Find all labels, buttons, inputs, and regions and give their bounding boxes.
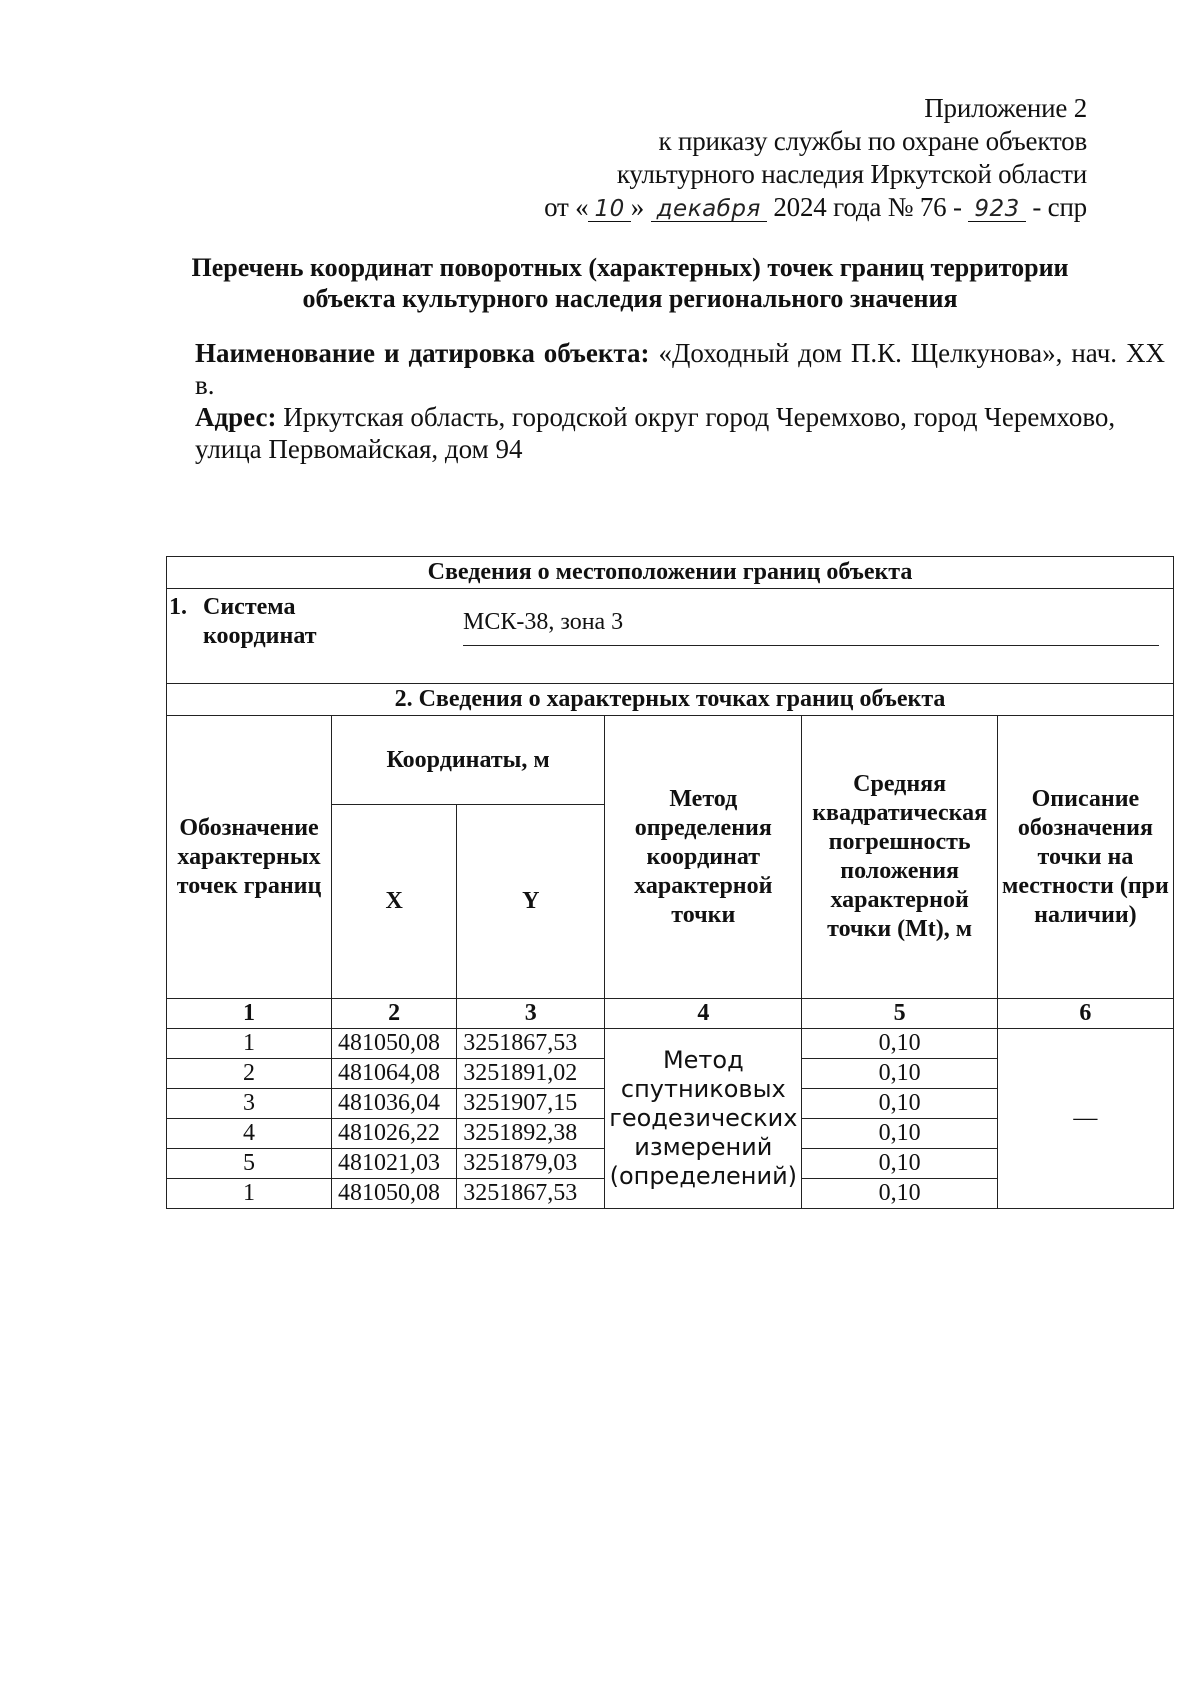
col-number-2: 2 [332,999,457,1029]
object-address-value: Иркутская область, городской округ город Черемхово, город Черемхово, улица Первомайская, дом 94 [195,402,1116,464]
date-year: 2024 года № 76 - [773,192,962,222]
date-day: 10 [588,197,630,222]
coord-y: 3251867,53 [457,1029,605,1059]
mt-value: 0,10 [802,1149,997,1179]
system-value: МСК-38, зона 3 [463,609,624,635]
coord-x: 481050,08 [332,1179,457,1209]
coordinate-system-row [167,589,1174,684]
coordinates-table [166,556,1174,1209]
order-number: 923 [968,197,1025,222]
date-prefix: от « [544,192,589,222]
system-label-1: Система [203,594,296,620]
order-date-line [544,191,1087,224]
date-quote: » [630,192,645,222]
coord-x: 481036,04 [332,1089,457,1119]
order-suffix: - спр [1032,192,1087,222]
coord-y: 3251879,03 [457,1149,605,1179]
description-cell: — [997,1029,1173,1209]
document-header [544,92,1087,224]
object-address-label: Адрес: [195,402,277,432]
point-number: 2 [167,1059,332,1089]
coord-x: 481064,08 [332,1059,457,1089]
col-coords-header: Координаты, м [332,716,605,805]
order-reference-line: к приказу службы по охране объектов [658,126,1087,156]
mt-value: 0,10 [802,1119,997,1149]
point-number: 1 [167,1029,332,1059]
object-info [195,337,1165,465]
point-number: 4 [167,1119,332,1149]
date-month: декабря [651,197,767,222]
coord-x: 481050,08 [332,1029,457,1059]
title-line-2: объекта культурного наследия регионального значения [302,284,958,313]
col-number-1: 1 [167,999,332,1029]
point-number: 5 [167,1149,332,1179]
coord-y: 3251907,15 [457,1089,605,1119]
table-title: Сведения о местоположении границ объекта [167,557,1174,589]
mt-value: 0,10 [802,1059,997,1089]
system-label-2: координат [203,623,317,649]
col-method-header: Метод определения координат характерной точки [605,716,802,999]
coord-x: 481021,03 [332,1149,457,1179]
col-number-6: 6 [997,999,1173,1029]
coord-y: 3251891,02 [457,1059,605,1089]
system-number: 1. [169,594,187,620]
section-2-title: 2. Сведения о характерных точках границ объекта [167,684,1174,716]
col-x-header: X [332,805,457,999]
document-title [120,252,1140,314]
mt-value: 0,10 [802,1179,997,1209]
appendix-label: Приложение 2 [924,93,1087,123]
coord-x: 481026,22 [332,1119,457,1149]
mt-value: 0,10 [802,1089,997,1119]
object-name-value: «Доходный дом П.К. Щелкунова», нач. XX в. [195,338,1166,400]
method-cell: Метод спутниковых геодезических измерений (определений) [605,1029,802,1209]
col-error-header: Средняя квадратическая погрешность положения характерной точки (Mt), м [802,716,997,999]
title-line-1: Перечень координат поворотных (характерных) точек границ территории [191,253,1069,282]
coord-y: 3251867,53 [457,1179,605,1209]
col-description-header: Описание обозначения точки на местности (при наличии) [997,716,1173,999]
mt-value: 0,10 [802,1029,997,1059]
col-y-header: Y [457,805,605,999]
object-address [195,401,1165,465]
point-number: 1 [167,1179,332,1209]
col-designation-header: Обозначение характерных точек границ [167,716,332,999]
system-underline [463,645,1159,646]
coord-y: 3251892,38 [457,1119,605,1149]
col-number-4: 4 [605,999,802,1029]
object-name [195,337,1165,401]
col-number-5: 5 [802,999,997,1029]
order-authority-line: культурного наследия Иркутской области [616,159,1087,189]
object-name-label: Наименование и датировка объекта: [195,338,650,368]
col-number-3: 3 [457,999,605,1029]
point-number: 3 [167,1089,332,1119]
table-row [167,1029,1174,1059]
